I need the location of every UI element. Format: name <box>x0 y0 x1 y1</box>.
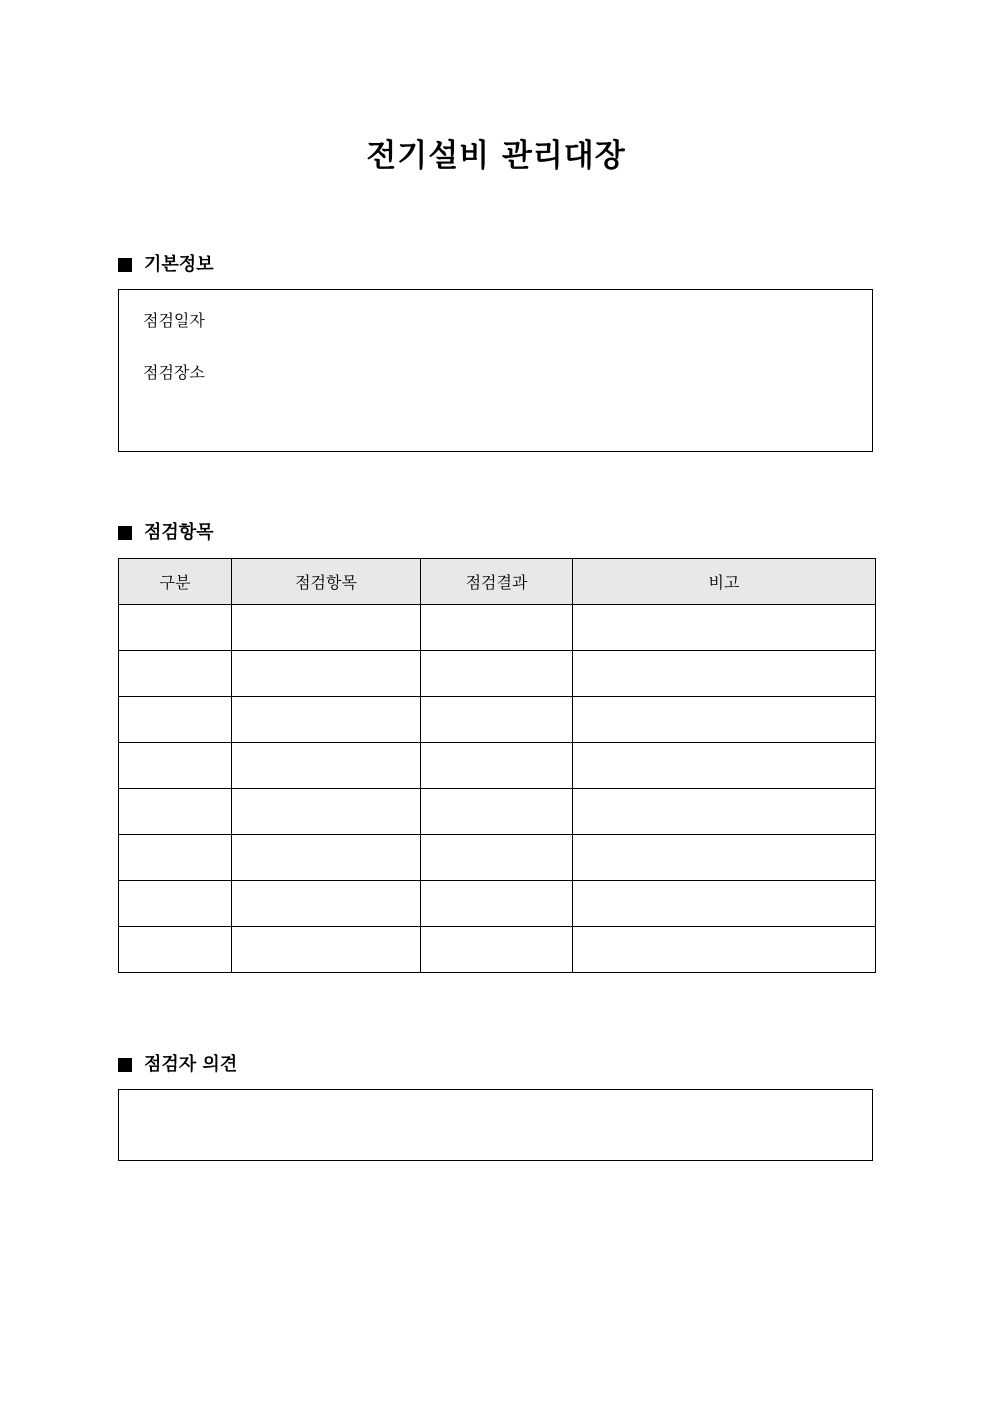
table-header-row <box>119 559 876 605</box>
cell-item[interactable] <box>232 697 421 743</box>
cell-item[interactable] <box>232 651 421 697</box>
cell-remarks[interactable] <box>573 743 876 789</box>
basic-info-heading <box>118 253 214 277</box>
cell-item[interactable] <box>232 881 421 927</box>
basic-info-box <box>118 289 873 452</box>
opinion-box[interactable] <box>118 1089 873 1161</box>
column-header-category: 구분 <box>119 559 232 605</box>
cell-category[interactable] <box>119 697 232 743</box>
cell-remarks[interactable] <box>573 605 876 651</box>
cell-remarks[interactable] <box>573 789 876 835</box>
cell-result[interactable] <box>421 927 573 973</box>
cell-category[interactable] <box>119 743 232 789</box>
cell-item[interactable] <box>232 789 421 835</box>
opinion-heading-label: 점검자 의견 <box>144 1054 238 1075</box>
cell-category[interactable] <box>119 835 232 881</box>
cell-item[interactable] <box>232 743 421 789</box>
inspection-date-label: 점검일자 <box>143 311 205 330</box>
table-row <box>119 651 876 697</box>
table-row <box>119 881 876 927</box>
cell-result[interactable] <box>421 697 573 743</box>
column-header-remarks: 비고 <box>573 559 876 605</box>
basic-info-heading-label: 기본정보 <box>144 254 214 275</box>
opinion-heading <box>118 1053 237 1077</box>
cell-category[interactable] <box>119 789 232 835</box>
table-row <box>119 789 876 835</box>
cell-item[interactable] <box>232 927 421 973</box>
cell-category[interactable] <box>119 651 232 697</box>
cell-item[interactable] <box>232 605 421 651</box>
cell-result[interactable] <box>421 789 573 835</box>
table-row <box>119 605 876 651</box>
square-bullet-icon <box>118 1058 132 1072</box>
cell-remarks[interactable] <box>573 881 876 927</box>
cell-remarks[interactable] <box>573 651 876 697</box>
cell-result[interactable] <box>421 835 573 881</box>
cell-remarks[interactable] <box>573 927 876 973</box>
inspection-heading <box>118 521 214 545</box>
document-title: 전기설비 관리대장 <box>366 138 626 174</box>
inspection-place-label: 점검장소 <box>143 363 205 382</box>
table-row <box>119 743 876 789</box>
cell-result[interactable] <box>421 605 573 651</box>
cell-result[interactable] <box>421 651 573 697</box>
square-bullet-icon <box>118 526 132 540</box>
cell-category[interactable] <box>119 881 232 927</box>
cell-item[interactable] <box>232 835 421 881</box>
column-header-result: 점검결과 <box>421 559 573 605</box>
square-bullet-icon <box>118 258 132 272</box>
table-row <box>119 697 876 743</box>
table-row <box>119 835 876 881</box>
column-header-item: 점검항목 <box>232 559 421 605</box>
cell-remarks[interactable] <box>573 835 876 881</box>
cell-result[interactable] <box>421 743 573 789</box>
cell-remarks[interactable] <box>573 697 876 743</box>
cell-category[interactable] <box>119 927 232 973</box>
inspection-heading-label: 점검항목 <box>144 522 214 543</box>
cell-category[interactable] <box>119 605 232 651</box>
table-row <box>119 927 876 973</box>
inspection-table <box>118 558 876 973</box>
cell-result[interactable] <box>421 881 573 927</box>
